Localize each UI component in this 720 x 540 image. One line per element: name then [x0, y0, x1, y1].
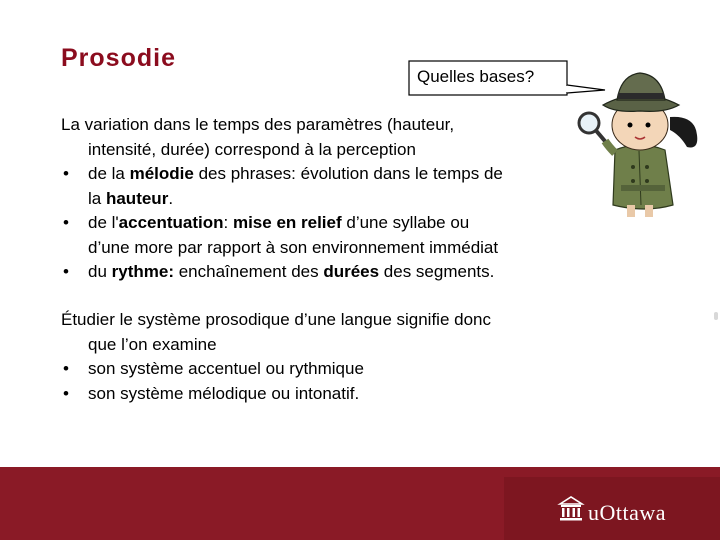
bullet-accentuation-cont: d’une more par rapport à son environnement immédiat	[88, 237, 499, 257]
paragraph-line: que l’on examine	[88, 334, 217, 354]
university-crest-icon	[557, 495, 585, 523]
bullet-rythme: • du rythme: enchaînement des durées des segments.	[61, 260, 591, 285]
bullet-systeme-accentuel: • son système accentuel ou rythmique	[61, 357, 591, 382]
paragraph-line: intensité, durée) correspond à la perception	[88, 139, 416, 159]
detective-illustration	[575, 55, 715, 220]
paragraph-perception	[61, 113, 591, 285]
university-logo-text: uOttawa	[588, 500, 667, 525]
bullet-systeme-melodique: • son système mélodique ou intonatif.	[61, 382, 591, 407]
paragraph-etudier	[61, 308, 591, 406]
decorative-speck	[714, 312, 718, 320]
bullet-melodie: • de la mélodie des phrases: évolution dans le temps de	[61, 162, 591, 187]
speech-bubble-text: Quelles bases?	[417, 67, 535, 86]
bullet-accentuation: • de l'accentuation: mise en relief d’une syllabe ou	[61, 211, 591, 236]
paragraph-line: La variation dans le temps des paramètres (hauteur,	[61, 115, 455, 134]
bullet-melodie-cont: la hauteur.	[88, 188, 174, 208]
paragraph-line: Étudier le système prosodique d’une langue signifie donc	[61, 310, 491, 329]
slide-title: Prosodie	[61, 44, 176, 72]
